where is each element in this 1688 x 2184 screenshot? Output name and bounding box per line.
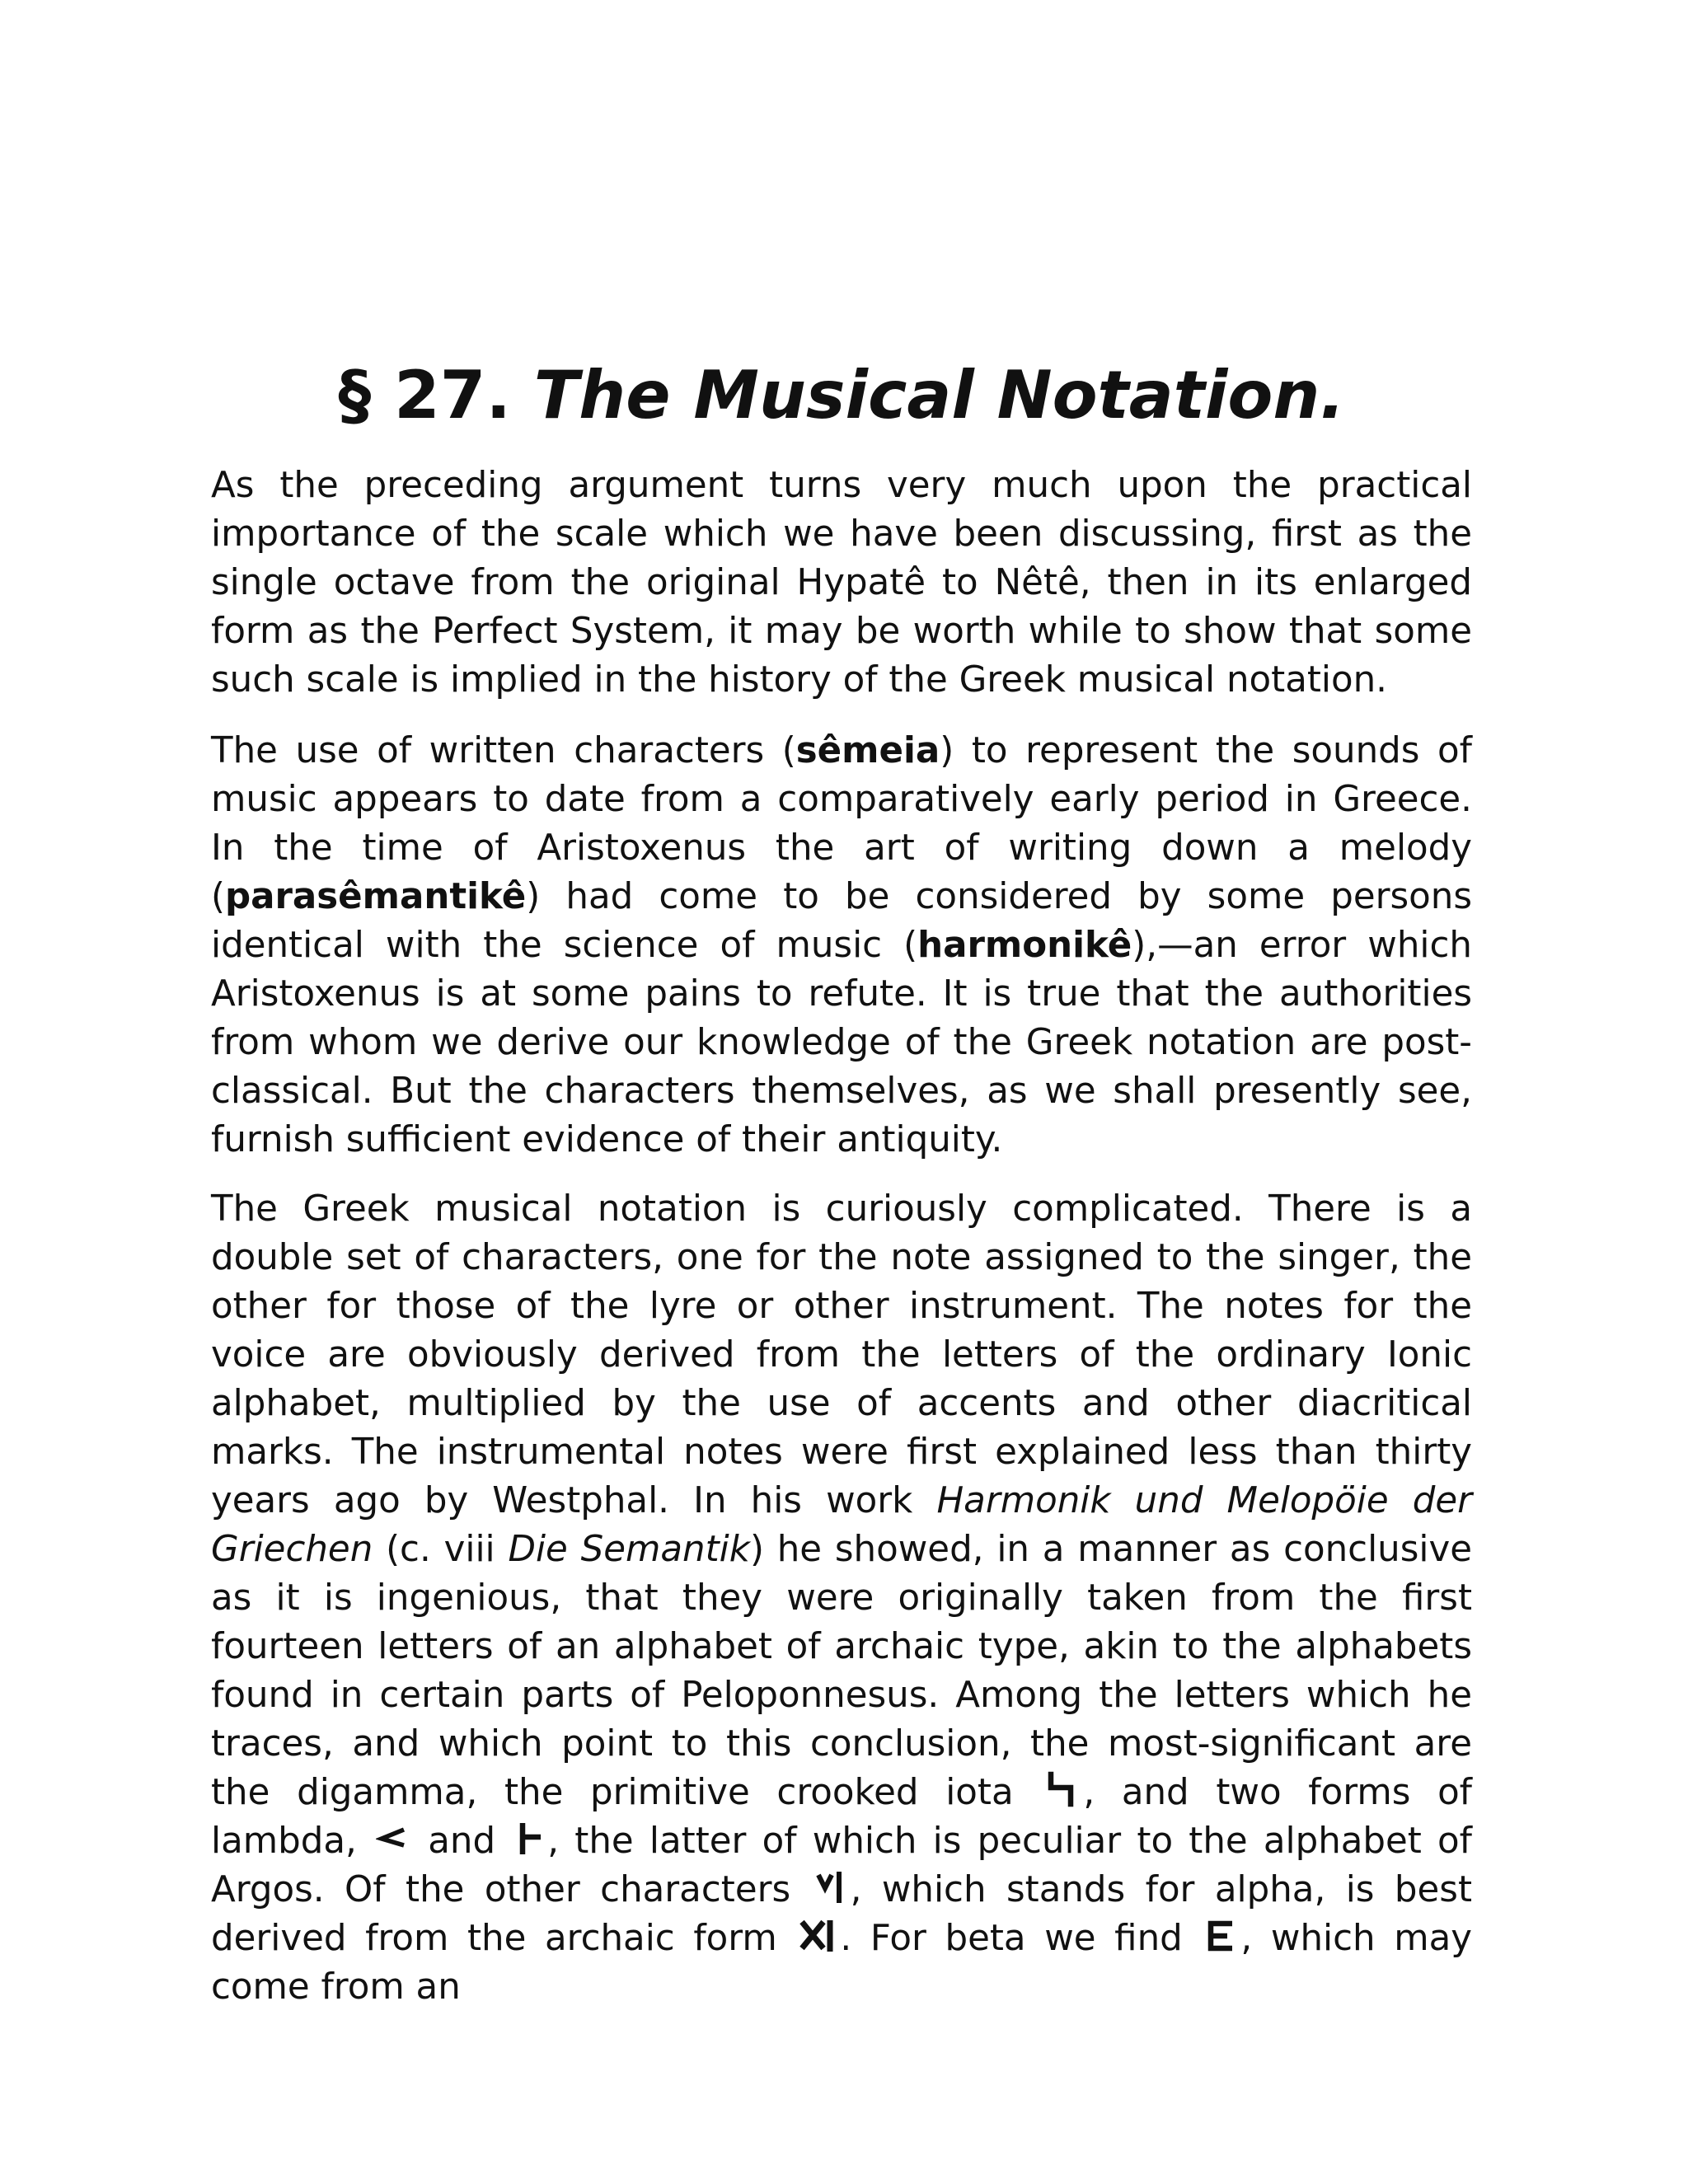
p3-seg-1: The Greek musical notation is curiously complicated. There is a double set of characters, one for the note assigned to the singer, the other for those of the lyre or other instrument. The notes for the voice are obviously derived from the letters of the ordinary Ionic alphabet, multiplied by the use of accents and other diacritical marks. The instrumental notes were first explained less than thirty years ago by Westphal. In his work (211, 1188, 1472, 1521)
page (211, 0, 1472, 2184)
section-heading (211, 356, 1472, 434)
section-title: The Musical Notation. (533, 356, 1345, 434)
alpha-archaic-glyph-icon (799, 1917, 837, 1953)
term-semeia: sêmeia (795, 730, 940, 771)
paragraph-2 (211, 727, 1472, 1165)
p2-seg-3: ) had come to be considered by some persons identical with the science of music ( (211, 876, 1472, 966)
p3-seg-5: and (428, 1821, 496, 1862)
p3-seg-2: (c. viii (373, 1529, 509, 1570)
p3-seg-6: , the latter of which is peculiar to the alphabet of Argos. Of the other characters (211, 1821, 1472, 1910)
p3-seg-4: , and two forms of lambda, (211, 1772, 1472, 1862)
p2-seg-4: ),—an error which Aristoxenus is at some pains to refute. It is true that the authorities from whom we derive our knowledge of the Greek notation are post-classical. But the characters themselves, as we shall presently see, furnish sufficient evidence of their antiquity. (211, 925, 1472, 1160)
p3-seg-7: , which stands for alpha, is best derived from the archaic form (211, 1869, 1472, 1959)
term-harmonike: harmonikê (917, 925, 1132, 966)
work-title: Harmonik und Melopöie der Griechen (211, 1480, 1472, 1570)
paragraph-1-text: As the preceding argument turns very much upon the practical importance of the scale which we have been discussing, first as the single octave from the original Hypatê to Nêtê, then in its enlarged form as the Perfect System, it may be worth while to show that some such scale is implied in the history of the Greek musical notation. (211, 465, 1472, 701)
paragraph-3 (211, 1185, 1472, 2012)
p2-seg-2: ) to represent the sounds of music appears to date from a comparatively early period in Greece. In the time of Aristoxenus the art of writing down a melody ( (211, 730, 1472, 917)
paragraph-1 (211, 462, 1472, 705)
section-number: § 27. (338, 356, 511, 434)
lambda-angle-glyph-icon (376, 1823, 409, 1856)
crooked-iota-glyph-icon (1043, 1771, 1080, 1807)
p3-seg-3: ) he showed, in a manner as conclusive as it is ingenious, that they were originally taken from the first fourteen letters of an alphabet of archaic type, akin to the alphabets found in certain parts of Peloponnesus. Among the letters which he traces, and which point to this conclusion, the most-significant are the digamma, the primitive crooked iota (211, 1529, 1472, 1813)
p3-seg-8: . For beta we find (840, 1918, 1183, 1959)
p3-seg-9: , which may come from an (211, 1918, 1473, 2008)
beta-instrumental-glyph-icon (1204, 1917, 1237, 1953)
alpha-instrumental-glyph-icon (814, 1868, 847, 1905)
chapter-title: Die Semantik (508, 1529, 750, 1570)
term-parasemantike: parasêmantikê (224, 876, 527, 917)
lambda-argive-glyph-icon (514, 1820, 544, 1856)
p2-seg-1: The use of written characters ( (211, 730, 796, 771)
